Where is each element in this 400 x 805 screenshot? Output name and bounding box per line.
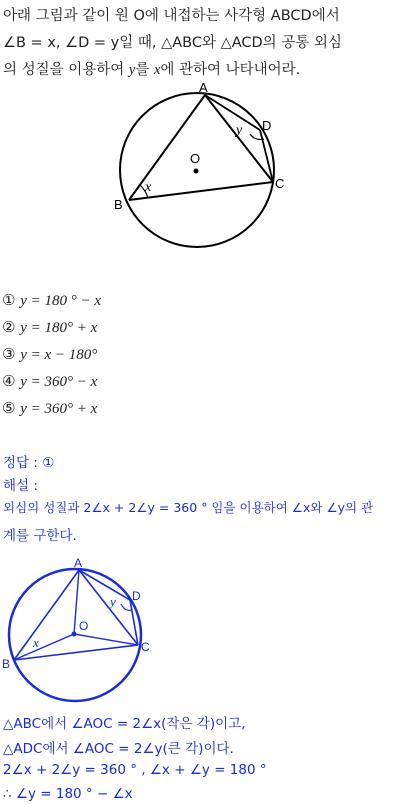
figure-2-label-b: B bbox=[2, 657, 11, 671]
choice-4-expression: y = 360° − x bbox=[20, 374, 98, 390]
figure-1-label-x: x bbox=[145, 180, 152, 195]
choice-5[interactable] bbox=[2, 399, 97, 418]
figure-2-label-x: x bbox=[33, 635, 39, 650]
question-var-y: y bbox=[128, 62, 136, 78]
choice-4-number: ④ bbox=[2, 372, 16, 390]
choice-1[interactable] bbox=[2, 291, 101, 310]
choice-2-expression: y = 180° + x bbox=[20, 320, 98, 336]
question-line-2: ∠B = x, ∠D = y일 때, △ABC와 △ACD의 공통 외심 bbox=[3, 35, 342, 51]
solution-line-4: ∴ ∠y = 180 ° − ∠x bbox=[3, 786, 133, 802]
answer-label: 정답 : ① bbox=[3, 455, 55, 471]
figure-1-side-ad bbox=[205, 95, 260, 130]
figure-1-label-b: B bbox=[114, 197, 123, 212]
figure-1-label-c: C bbox=[275, 176, 285, 191]
figure-2-center-dot bbox=[72, 632, 77, 637]
figure-2-radius-oc bbox=[74, 634, 138, 645]
figure-1-side-ab bbox=[129, 95, 205, 200]
figure-2-label-d: D bbox=[132, 589, 141, 603]
choice-3-expression: y = x − 180° bbox=[20, 347, 98, 363]
explanation-line-1: 외심의 성질과 2∠x + 2∠y = 360 ° 임을 이용하여 ∠x와 ∠y의 관 bbox=[3, 500, 374, 515]
question-line-3-post: 에 관하여 나타내어라. bbox=[160, 62, 301, 78]
question-line-3-pre: 의 성질을 이용하여 bbox=[3, 62, 129, 78]
explanation-title: 해설 : bbox=[3, 478, 38, 494]
figure-2-label-a: A bbox=[74, 556, 83, 570]
explanation-line-2: 계를 구한다. bbox=[3, 528, 77, 544]
choice-4[interactable] bbox=[2, 372, 97, 391]
solution-line-2: △ADC에서 ∠AOC = 2∠y(큰 각)이다. bbox=[3, 741, 234, 757]
figure-1-diagram bbox=[0, 80, 400, 260]
figure-1-label-d: D bbox=[262, 118, 272, 133]
choice-2[interactable] bbox=[2, 318, 97, 337]
question-line-3-mid: 를 bbox=[135, 62, 154, 78]
solution-line-3: 2∠x + 2∠y = 360 ° , ∠x + ∠y = 180 ° bbox=[3, 762, 267, 778]
choice-2-number: ② bbox=[2, 318, 16, 336]
question-var-x: x bbox=[153, 62, 161, 78]
choice-5-expression: y = 360° + x bbox=[20, 401, 98, 417]
figure-1-label-y: y bbox=[236, 123, 243, 138]
choice-1-number: ① bbox=[2, 291, 16, 309]
choice-3[interactable] bbox=[2, 345, 97, 364]
choice-3-number: ③ bbox=[2, 345, 16, 363]
figure-2-diagonal-ac bbox=[79, 570, 138, 645]
figure-1-label-o: O bbox=[190, 151, 201, 166]
figure-2-side-ad bbox=[79, 570, 130, 600]
choice-5-number: ⑤ bbox=[2, 399, 16, 417]
figure-2-diagram bbox=[0, 553, 400, 703]
question-line-1: 아래 그림과 같이 원 O에 내접하는 사각형 ABCD에서 bbox=[3, 8, 340, 24]
figure-1-label-a: A bbox=[199, 80, 208, 95]
figure-2-label-o: O bbox=[79, 619, 89, 633]
choice-1-expression: y = 180 ° − x bbox=[20, 293, 102, 309]
figure-1-center-dot bbox=[194, 169, 199, 174]
solution-line-1: △ABC에서 ∠AOC = 2∠x(작은 각)이고, bbox=[3, 716, 246, 732]
figure-2-label-c: C bbox=[141, 640, 150, 654]
figure-2-label-y: y bbox=[110, 594, 116, 609]
question-line-3 bbox=[3, 58, 300, 79]
